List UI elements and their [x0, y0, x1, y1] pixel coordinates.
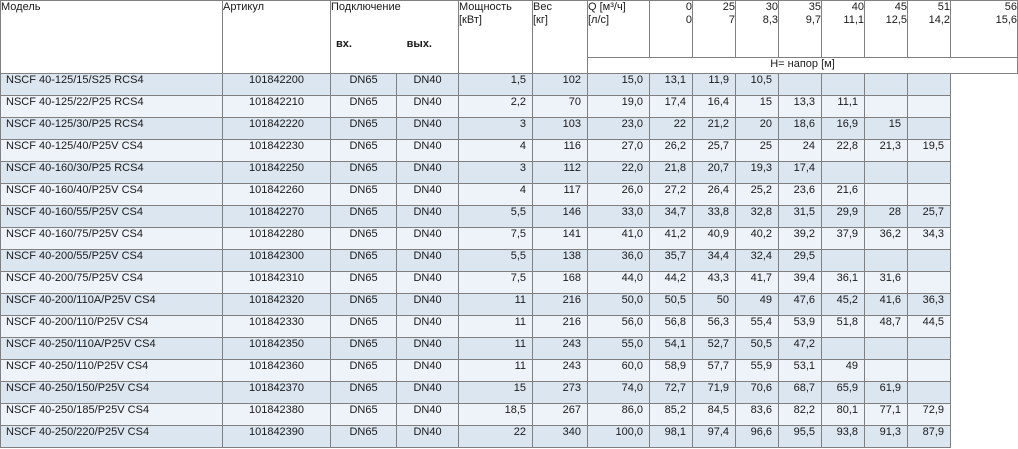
- cell-article: 101842390: [223, 426, 331, 448]
- header-flow-col-7-m3h: 56: [1004, 1, 1017, 13]
- cell-head-2: 34,4: [693, 250, 736, 272]
- cell-connection-in: DN65: [331, 426, 397, 448]
- cell-head-7: [908, 96, 951, 118]
- cell-head-3: 32,4: [736, 250, 779, 272]
- cell-weight: 138: [533, 250, 588, 272]
- cell-article: 101842250: [223, 162, 331, 184]
- cell-head-0: 41,0: [588, 228, 650, 250]
- cell-article: 101842360: [223, 360, 331, 382]
- cell-head-5: 51,8: [822, 316, 865, 338]
- table-row: [1, 316, 1018, 338]
- cell-connection-in: DN65: [331, 338, 397, 360]
- cell-model: NSCF 40-160/75/P25V CS4: [1, 228, 223, 250]
- cell-weight: 117: [533, 184, 588, 206]
- cell-connection-out: DN40: [397, 140, 459, 162]
- cell-head-6: 61,9: [865, 382, 908, 404]
- cell-head-7: [908, 272, 951, 294]
- cell-head-7: 72,9: [908, 404, 951, 426]
- cell-head-7: [908, 338, 951, 360]
- header-flow-col-0-m3h: 0: [685, 1, 692, 13]
- cell-weight: 146: [533, 206, 588, 228]
- cell-article: 101842280: [223, 228, 331, 250]
- cell-head-1: 35,7: [650, 250, 693, 272]
- header-flow-col-4-m3h: 40: [851, 1, 864, 13]
- table-row: [1, 272, 1018, 294]
- table-row: [1, 184, 1018, 206]
- header-model: Модель: [1, 1, 223, 74]
- header-flow-col-2-ls: 8,3: [762, 14, 778, 26]
- cell-weight: 267: [533, 404, 588, 426]
- cell-head-3: 10,5: [736, 74, 779, 96]
- cell-connection-out: DN40: [397, 272, 459, 294]
- cell-head-6: 31,6: [865, 272, 908, 294]
- table-row: [1, 404, 1018, 426]
- header-flow-col-3-m3h: 35: [808, 1, 821, 13]
- cell-head-0: 55,0: [588, 338, 650, 360]
- cell-head-5: 45,2: [822, 294, 865, 316]
- header-flow-col-5: [865, 1, 908, 58]
- cell-article: 101842370: [223, 382, 331, 404]
- table-row: [1, 206, 1018, 228]
- cell-model: NSCF 40-200/55/P25V CS4: [1, 250, 223, 272]
- cell-power: 1,5: [459, 74, 533, 96]
- cell-head-3: 55,4: [736, 316, 779, 338]
- header-row: [1, 1, 1018, 58]
- cell-head-2: 56,3: [693, 316, 736, 338]
- cell-head-6: [865, 338, 908, 360]
- cell-model: NSCF 40-125/30/P25 RCS4: [1, 118, 223, 140]
- table-body: [1, 74, 1018, 448]
- cell-head-2: 11,9: [693, 74, 736, 96]
- cell-connection-in: DN65: [331, 162, 397, 184]
- cell-power: 22: [459, 426, 533, 448]
- header-connection-label: Подключение: [331, 1, 401, 13]
- cell-power: 5,5: [459, 250, 533, 272]
- cell-article: 101842310: [223, 272, 331, 294]
- cell-connection-in: DN65: [331, 206, 397, 228]
- cell-head-6: 21,3: [865, 140, 908, 162]
- cell-head-3: 40,2: [736, 228, 779, 250]
- cell-model: NSCF 40-250/110/P25V CS4: [1, 360, 223, 382]
- header-power: [459, 1, 533, 74]
- header-flow-col-7: [951, 1, 1018, 58]
- cell-connection-out: DN40: [397, 404, 459, 426]
- cell-head-5: 65,9: [822, 382, 865, 404]
- cell-head-5: 11,1: [822, 96, 865, 118]
- cell-weight: 141: [533, 228, 588, 250]
- cell-power: 3: [459, 118, 533, 140]
- cell-connection-in: DN65: [331, 382, 397, 404]
- cell-head-0: 19,0: [588, 96, 650, 118]
- cell-head-5: [822, 74, 865, 96]
- cell-head-5: 36,1: [822, 272, 865, 294]
- cell-head-1: 34,7: [650, 206, 693, 228]
- cell-head-4: 18,6: [779, 118, 822, 140]
- cell-article: 101842210: [223, 96, 331, 118]
- cell-head-3: 50,5: [736, 338, 779, 360]
- cell-head-3: 25,2: [736, 184, 779, 206]
- cell-head-0: 26,0: [588, 184, 650, 206]
- header-power-line1: Мощность: [459, 1, 512, 13]
- cell-head-4: 13,3: [779, 96, 822, 118]
- header-flow-col-4-ls: 11,1: [843, 14, 864, 26]
- cell-model: NSCF 40-200/110A/P25V CS4: [1, 294, 223, 316]
- cell-connection-out: DN40: [397, 338, 459, 360]
- header-connection-sub: [336, 38, 454, 51]
- cell-connection-out: DN40: [397, 250, 459, 272]
- cell-weight: 243: [533, 360, 588, 382]
- cell-model: NSCF 40-125/15/S25 RCS4: [1, 74, 223, 96]
- cell-article: 101842200: [223, 74, 331, 96]
- cell-model: NSCF 40-250/220/P25V CS4: [1, 426, 223, 448]
- cell-head-6: 36,2: [865, 228, 908, 250]
- cell-connection-out: DN40: [397, 74, 459, 96]
- cell-head-5: 93,8: [822, 426, 865, 448]
- cell-power: 15: [459, 382, 533, 404]
- cell-connection-in: DN65: [331, 184, 397, 206]
- cell-head-5: 37,9: [822, 228, 865, 250]
- cell-head-5: 21,6: [822, 184, 865, 206]
- cell-head-3: 15: [736, 96, 779, 118]
- cell-head-7: [908, 382, 951, 404]
- cell-head-5: 22,8: [822, 140, 865, 162]
- cell-head-4: 31,5: [779, 206, 822, 228]
- cell-model: NSCF 40-160/55/P25V CS4: [1, 206, 223, 228]
- cell-head-1: 41,2: [650, 228, 693, 250]
- cell-weight: 70: [533, 96, 588, 118]
- header-flow-col-6-ls: 14,2: [928, 14, 950, 26]
- cell-head-5: 29,9: [822, 206, 865, 228]
- cell-power: 18,5: [459, 404, 533, 426]
- cell-head-6: 91,3: [865, 426, 908, 448]
- cell-weight: 116: [533, 140, 588, 162]
- cell-head-1: 21,8: [650, 162, 693, 184]
- cell-head-2: 97,4: [693, 426, 736, 448]
- table-row: [1, 360, 1018, 382]
- cell-head-4: 68,7: [779, 382, 822, 404]
- cell-head-3: 83,6: [736, 404, 779, 426]
- cell-power: 11: [459, 294, 533, 316]
- cell-head-6: 15: [865, 118, 908, 140]
- cell-connection-out: DN40: [397, 118, 459, 140]
- header-flow-col-2-m3h: 30: [765, 1, 778, 13]
- cell-connection-in: DN65: [331, 250, 397, 272]
- cell-head-2: 84,5: [693, 404, 736, 426]
- cell-head-1: 17,4: [650, 96, 693, 118]
- header-power-line2: [кВт]: [459, 14, 482, 26]
- header-flow-col-1-m3h: 25: [722, 1, 735, 13]
- cell-head-7: 87,9: [908, 426, 951, 448]
- cell-head-0: 22,0: [588, 162, 650, 184]
- cell-power: 4: [459, 140, 533, 162]
- cell-head-3: 49: [736, 294, 779, 316]
- cell-head-2: 52,7: [693, 338, 736, 360]
- cell-head-4: 53,9: [779, 316, 822, 338]
- table-row: [1, 162, 1018, 184]
- table-row: [1, 382, 1018, 404]
- cell-head-1: 50,5: [650, 294, 693, 316]
- cell-model: NSCF 40-250/150/P25V CS4: [1, 382, 223, 404]
- header-flow-col-3-ls: 9,7: [805, 14, 821, 26]
- cell-power: 11: [459, 338, 533, 360]
- cell-head-4: 47,6: [779, 294, 822, 316]
- cell-head-7: [908, 162, 951, 184]
- cell-article: 101842320: [223, 294, 331, 316]
- cell-connection-out: DN40: [397, 162, 459, 184]
- cell-model: NSCF 40-250/110A/P25V CS4: [1, 338, 223, 360]
- header-weight: [533, 1, 588, 74]
- cell-head-0: 44,0: [588, 272, 650, 294]
- cell-head-7: 19,5: [908, 140, 951, 162]
- header-connection-out: вых.: [406, 38, 432, 50]
- header-napor: H= напор [м]: [588, 58, 1018, 74]
- header-flow-col-4: [822, 1, 865, 58]
- cell-weight: 103: [533, 118, 588, 140]
- cell-head-0: 50,0: [588, 294, 650, 316]
- table-row: [1, 426, 1018, 448]
- cell-head-2: 33,8: [693, 206, 736, 228]
- cell-head-5: [822, 338, 865, 360]
- cell-head-6: [865, 184, 908, 206]
- cell-head-1: 22: [650, 118, 693, 140]
- cell-head-2: 20,7: [693, 162, 736, 184]
- cell-head-7: [908, 184, 951, 206]
- cell-power: 11: [459, 360, 533, 382]
- cell-head-3: 32,8: [736, 206, 779, 228]
- cell-connection-in: DN65: [331, 96, 397, 118]
- cell-connection-in: DN65: [331, 118, 397, 140]
- header-flow-labels: [588, 1, 650, 58]
- header-flow-col-3: [779, 1, 822, 58]
- cell-head-7: [908, 360, 951, 382]
- header-flow-m3h: Q [м³/ч]: [588, 1, 626, 13]
- cell-head-4: 17,4: [779, 162, 822, 184]
- cell-head-1: 13,1: [650, 74, 693, 96]
- cell-power: 7,5: [459, 228, 533, 250]
- cell-article: 101842220: [223, 118, 331, 140]
- cell-head-1: 98,1: [650, 426, 693, 448]
- header-flow-col-1: [693, 1, 736, 58]
- cell-head-6: [865, 162, 908, 184]
- cell-head-2: 50: [693, 294, 736, 316]
- cell-head-2: 43,3: [693, 272, 736, 294]
- cell-power: 11: [459, 316, 533, 338]
- cell-weight: 168: [533, 272, 588, 294]
- cell-connection-out: DN40: [397, 316, 459, 338]
- header-flow-col-6-m3h: 51: [937, 1, 950, 13]
- cell-head-0: 60,0: [588, 360, 650, 382]
- cell-connection-in: DN65: [331, 272, 397, 294]
- cell-weight: 243: [533, 338, 588, 360]
- header-flow-col-0-ls: 0: [685, 14, 692, 26]
- cell-head-5: 49: [822, 360, 865, 382]
- cell-head-3: 20: [736, 118, 779, 140]
- header-weight-line1: Вес: [533, 1, 552, 13]
- header-flow-col-5-m3h: 45: [894, 1, 907, 13]
- cell-head-2: 25,7: [693, 140, 736, 162]
- cell-head-2: 21,2: [693, 118, 736, 140]
- cell-connection-in: DN65: [331, 316, 397, 338]
- cell-head-1: 26,2: [650, 140, 693, 162]
- header-flow-col-0: [650, 1, 693, 58]
- header-article: Артикул: [223, 1, 331, 74]
- cell-head-3: 96,6: [736, 426, 779, 448]
- cell-connection-out: DN40: [397, 360, 459, 382]
- cell-head-4: [779, 74, 822, 96]
- cell-connection-in: DN65: [331, 404, 397, 426]
- cell-head-6: 48,7: [865, 316, 908, 338]
- cell-weight: 273: [533, 382, 588, 404]
- cell-model: NSCF 40-200/110/P25V CS4: [1, 316, 223, 338]
- header-flow-ls: [л/с]: [588, 14, 610, 26]
- cell-connection-in: DN65: [331, 360, 397, 382]
- cell-head-6: 28: [865, 206, 908, 228]
- cell-head-0: 74,0: [588, 382, 650, 404]
- cell-head-1: 27,2: [650, 184, 693, 206]
- table-row: [1, 140, 1018, 162]
- table-row: [1, 338, 1018, 360]
- cell-head-1: 58,9: [650, 360, 693, 382]
- cell-model: NSCF 40-200/75/P25V CS4: [1, 272, 223, 294]
- cell-head-4: 53,1: [779, 360, 822, 382]
- cell-head-7: [908, 250, 951, 272]
- cell-head-5: 16,9: [822, 118, 865, 140]
- cell-head-7: 36,3: [908, 294, 951, 316]
- cell-head-6: [865, 74, 908, 96]
- cell-head-1: 44,2: [650, 272, 693, 294]
- cell-head-3: 55,9: [736, 360, 779, 382]
- cell-connection-out: DN40: [397, 206, 459, 228]
- cell-head-5: [822, 162, 865, 184]
- cell-weight: 216: [533, 316, 588, 338]
- cell-model: NSCF 40-160/30/P25 RCS4: [1, 162, 223, 184]
- cell-head-7: [908, 118, 951, 140]
- cell-head-3: 70,6: [736, 382, 779, 404]
- cell-head-6: [865, 250, 908, 272]
- cell-head-0: 23,0: [588, 118, 650, 140]
- header-flow-col-6: [908, 1, 951, 58]
- cell-head-4: 82,2: [779, 404, 822, 426]
- cell-head-1: 56,8: [650, 316, 693, 338]
- cell-head-4: 95,5: [779, 426, 822, 448]
- cell-head-4: 39,4: [779, 272, 822, 294]
- cell-connection-in: DN65: [331, 74, 397, 96]
- cell-head-7: 44,5: [908, 316, 951, 338]
- cell-head-6: 77,1: [865, 404, 908, 426]
- cell-model: NSCF 40-250/185/P25V CS4: [1, 404, 223, 426]
- cell-article: 101842350: [223, 338, 331, 360]
- cell-head-1: 85,2: [650, 404, 693, 426]
- cell-head-2: 40,9: [693, 228, 736, 250]
- cell-head-0: 36,0: [588, 250, 650, 272]
- cell-head-0: 33,0: [588, 206, 650, 228]
- cell-weight: 112: [533, 162, 588, 184]
- cell-head-5: 80,1: [822, 404, 865, 426]
- cell-weight: 102: [533, 74, 588, 96]
- header-connection-in: вх.: [336, 38, 352, 50]
- cell-head-7: 25,7: [908, 206, 951, 228]
- cell-head-1: 54,1: [650, 338, 693, 360]
- cell-power: 5,5: [459, 206, 533, 228]
- cell-connection-out: DN40: [397, 184, 459, 206]
- cell-head-4: 39,2: [779, 228, 822, 250]
- cell-head-3: 41,7: [736, 272, 779, 294]
- cell-head-2: 71,9: [693, 382, 736, 404]
- cell-head-4: 24: [779, 140, 822, 162]
- cell-head-6: [865, 96, 908, 118]
- cell-connection-out: DN40: [397, 426, 459, 448]
- cell-connection-in: DN65: [331, 228, 397, 250]
- cell-power: 4: [459, 184, 533, 206]
- cell-head-2: 26,4: [693, 184, 736, 206]
- table-row: [1, 118, 1018, 140]
- table-row: [1, 96, 1018, 118]
- header-connection: [331, 1, 459, 74]
- cell-power: 2,2: [459, 96, 533, 118]
- cell-head-7: [908, 74, 951, 96]
- table-header: [1, 1, 1018, 74]
- cell-model: NSCF 40-160/40/P25V CS4: [1, 184, 223, 206]
- cell-head-4: 29,5: [779, 250, 822, 272]
- cell-model: NSCF 40-125/22/P25 RCS4: [1, 96, 223, 118]
- table-row: [1, 74, 1018, 96]
- cell-head-3: 25: [736, 140, 779, 162]
- cell-head-0: 86,0: [588, 404, 650, 426]
- header-flow-col-2: [736, 1, 779, 58]
- cell-article: 101842230: [223, 140, 331, 162]
- cell-head-0: 100,0: [588, 426, 650, 448]
- cell-article: 101842330: [223, 316, 331, 338]
- cell-connection-out: DN40: [397, 96, 459, 118]
- cell-head-4: 23,6: [779, 184, 822, 206]
- cell-article: 101842270: [223, 206, 331, 228]
- cell-head-4: 47,2: [779, 338, 822, 360]
- cell-head-2: 57,7: [693, 360, 736, 382]
- cell-head-5: [822, 250, 865, 272]
- cell-article: 101842300: [223, 250, 331, 272]
- cell-head-1: 72,7: [650, 382, 693, 404]
- table-row: [1, 228, 1018, 250]
- cell-weight: 340: [533, 426, 588, 448]
- cell-head-2: 16,4: [693, 96, 736, 118]
- cell-head-0: 27,0: [588, 140, 650, 162]
- header-flow-col-1-ls: 7: [728, 14, 735, 26]
- cell-connection-out: DN40: [397, 382, 459, 404]
- cell-head-6: 41,6: [865, 294, 908, 316]
- header-flow-col-5-ls: 12,5: [885, 14, 907, 26]
- cell-power: 3: [459, 162, 533, 184]
- cell-head-0: 56,0: [588, 316, 650, 338]
- header-flow-col-7-ls: 15,6: [995, 14, 1017, 26]
- cell-head-3: 19,3: [736, 162, 779, 184]
- cell-power: 7,5: [459, 272, 533, 294]
- cell-weight: 216: [533, 294, 588, 316]
- table-row: [1, 250, 1018, 272]
- table-row: [1, 294, 1018, 316]
- cell-head-7: 34,3: [908, 228, 951, 250]
- cell-model: NSCF 40-125/40/P25V CS4: [1, 140, 223, 162]
- cell-connection-in: DN65: [331, 294, 397, 316]
- cell-connection-out: DN40: [397, 228, 459, 250]
- cell-connection-in: DN65: [331, 140, 397, 162]
- cell-article: 101842380: [223, 404, 331, 426]
- cell-connection-out: DN40: [397, 294, 459, 316]
- header-weight-line2: [кг]: [533, 14, 548, 26]
- cell-head-6: [865, 360, 908, 382]
- cell-article: 101842260: [223, 184, 331, 206]
- cell-head-0: 15,0: [588, 74, 650, 96]
